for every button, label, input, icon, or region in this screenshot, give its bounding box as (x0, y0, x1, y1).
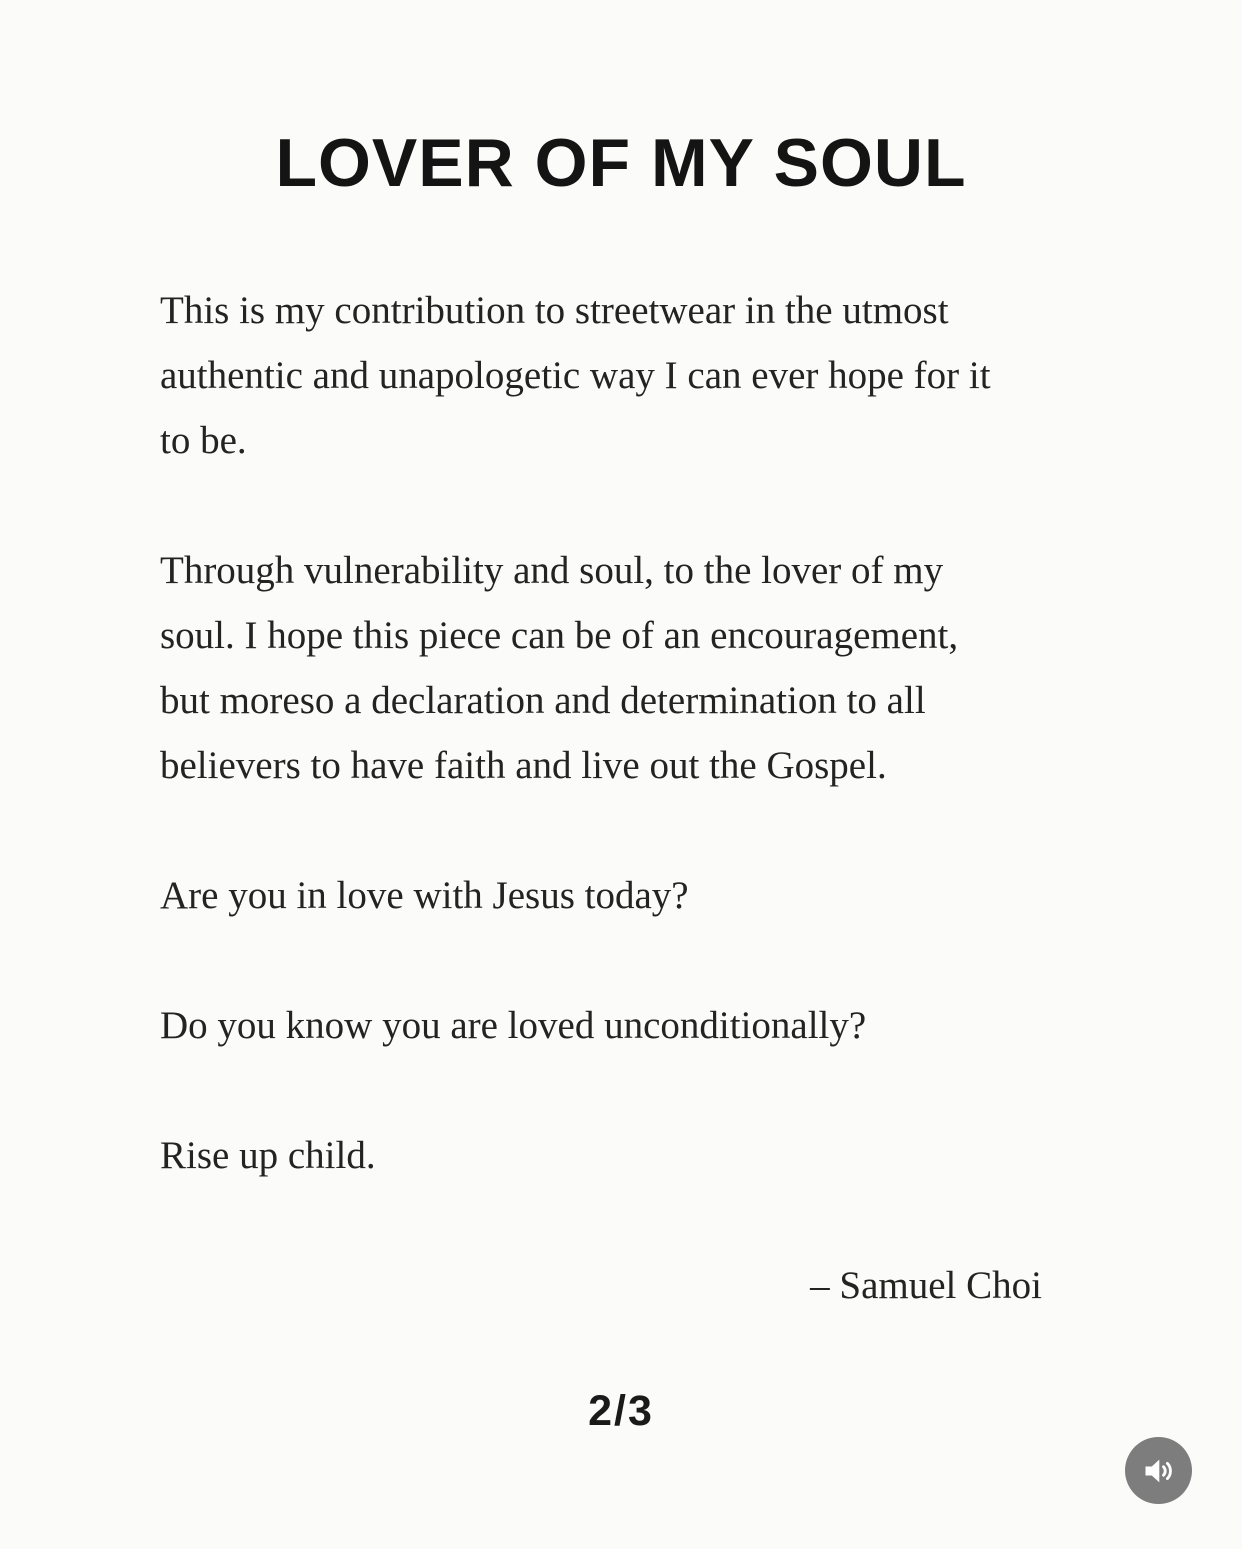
body-line: Do you know you are loved unconditionally? (160, 1004, 867, 1047)
body-line: Are you in love with Jesus today? (160, 874, 689, 917)
paragraph (160, 993, 1082, 1058)
body-line: believers to have faith and live out the Gospel. (160, 744, 887, 787)
paragraph (160, 278, 1082, 473)
signature: – Samuel Choi (810, 1264, 1042, 1307)
page-title: LOVER OF MY SOUL (275, 125, 967, 201)
body-line: This is my contribution to streetwear in the utmost (160, 289, 949, 332)
body-text (0, 278, 1242, 1188)
audio-toggle-button[interactable] (1125, 1437, 1192, 1504)
paragraph (160, 1123, 1082, 1188)
body-line: authentic and unapologetic way I can ever hope for it (160, 354, 991, 397)
body-line: but moreso a declaration and determination to all (160, 679, 926, 722)
body-line: Rise up child. (160, 1134, 376, 1177)
body-line: soul. I hope this piece can be of an encouragement, (160, 614, 959, 657)
page-indicator: 2/3 (588, 1387, 654, 1435)
body-line: to be. (160, 419, 247, 462)
paragraph (160, 863, 1082, 928)
body-line: Through vulnerability and soul, to the lover of my (160, 549, 944, 592)
paragraph (160, 538, 1082, 798)
speaker-on-icon (1141, 1453, 1177, 1489)
